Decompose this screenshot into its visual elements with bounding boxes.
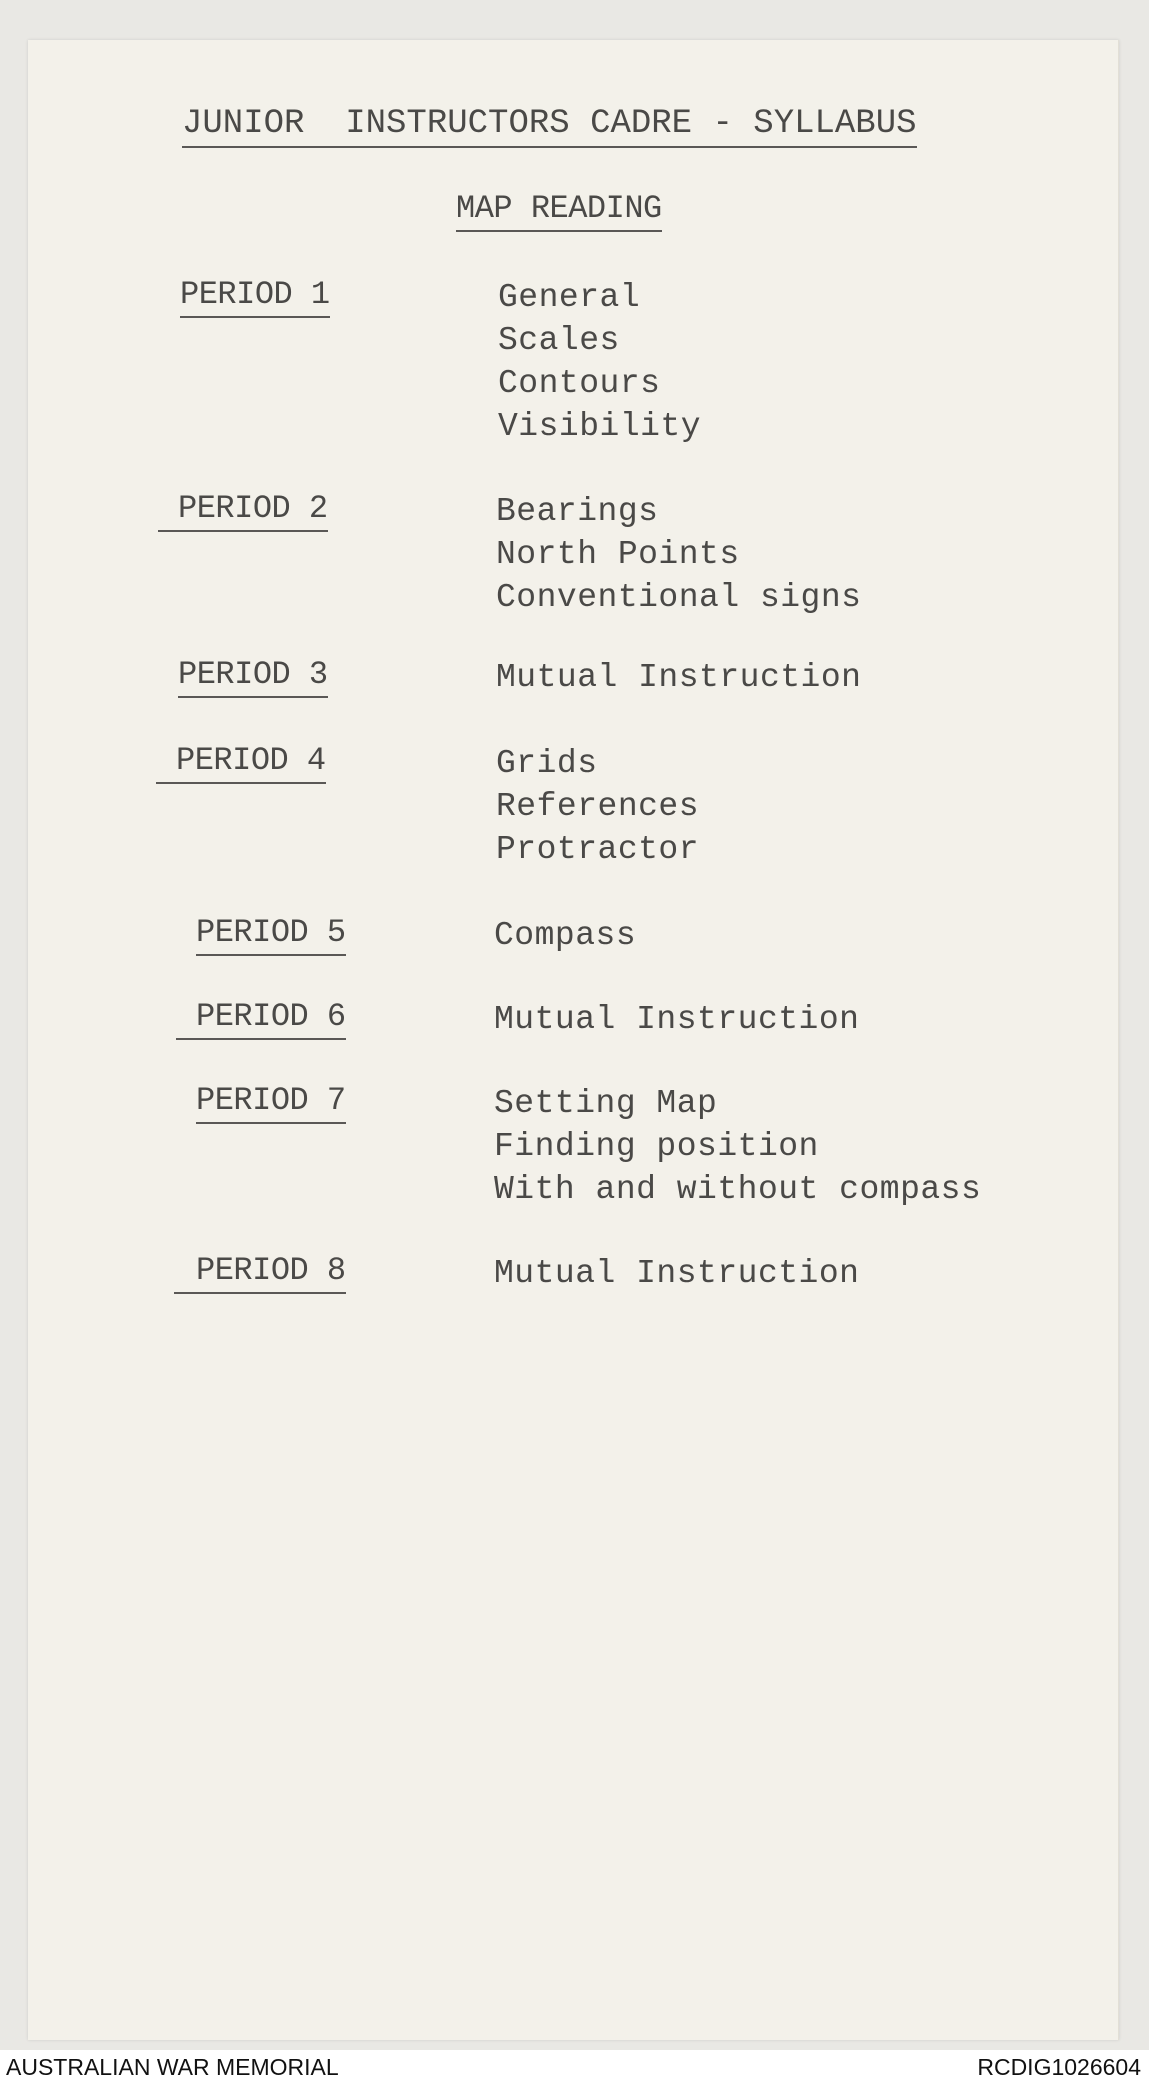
period-label-1: PERIOD 1 [180, 276, 330, 318]
topic-item: Conventional signs [496, 579, 862, 616]
topic-item: Finding position [494, 1128, 819, 1165]
period-topics-3 [496, 656, 861, 699]
topic-item: Mutual Instruction [494, 1001, 860, 1038]
archive-footer [0, 2050, 1149, 2082]
topic-item: Protractor [496, 831, 700, 868]
topic-item: Setting Map [494, 1085, 718, 1122]
period-topics-2 [496, 490, 861, 619]
topic-item: Compass [494, 917, 637, 954]
period-topics-5 [494, 914, 636, 957]
period-label-5: PERIOD 5 [196, 914, 346, 956]
document-title: JUNIOR INSTRUCTORS CADRE - SYLLABUS [182, 104, 917, 148]
topic-item: Mutual Instruction [494, 1255, 860, 1292]
period-topics-7 [494, 1082, 981, 1211]
archive-reference: RCDIG1026604 [977, 2054, 1141, 2080]
period-label-7: PERIOD 7 [196, 1082, 346, 1124]
period-label-2: PERIOD 2 [158, 490, 328, 532]
period-label-6: PERIOD 6 [176, 998, 346, 1040]
period-label-3: PERIOD 3 [178, 656, 328, 698]
topic-item: Bearings [496, 493, 659, 530]
archive-name: AUSTRALIAN WAR MEMORIAL [6, 2054, 339, 2080]
topic-item: General [498, 279, 641, 316]
topic-item: Scales [498, 322, 620, 359]
period-topics-1 [498, 276, 701, 448]
period-label-4: PERIOD 4 [156, 742, 326, 784]
topic-item: Mutual Instruction [496, 659, 862, 696]
document-subtitle: MAP READING [456, 190, 662, 232]
period-topics-6 [494, 998, 859, 1041]
period-topics-4 [496, 742, 699, 871]
topic-item: Visibility [498, 408, 702, 445]
topic-item: Contours [498, 365, 661, 402]
topic-item: References [496, 788, 700, 825]
period-label-8: PERIOD 8 [174, 1252, 346, 1294]
topic-item: With and without compass [494, 1171, 982, 1208]
topic-item: North Points [496, 536, 740, 573]
topic-item: Grids [496, 745, 598, 782]
period-topics-8 [494, 1252, 859, 1295]
